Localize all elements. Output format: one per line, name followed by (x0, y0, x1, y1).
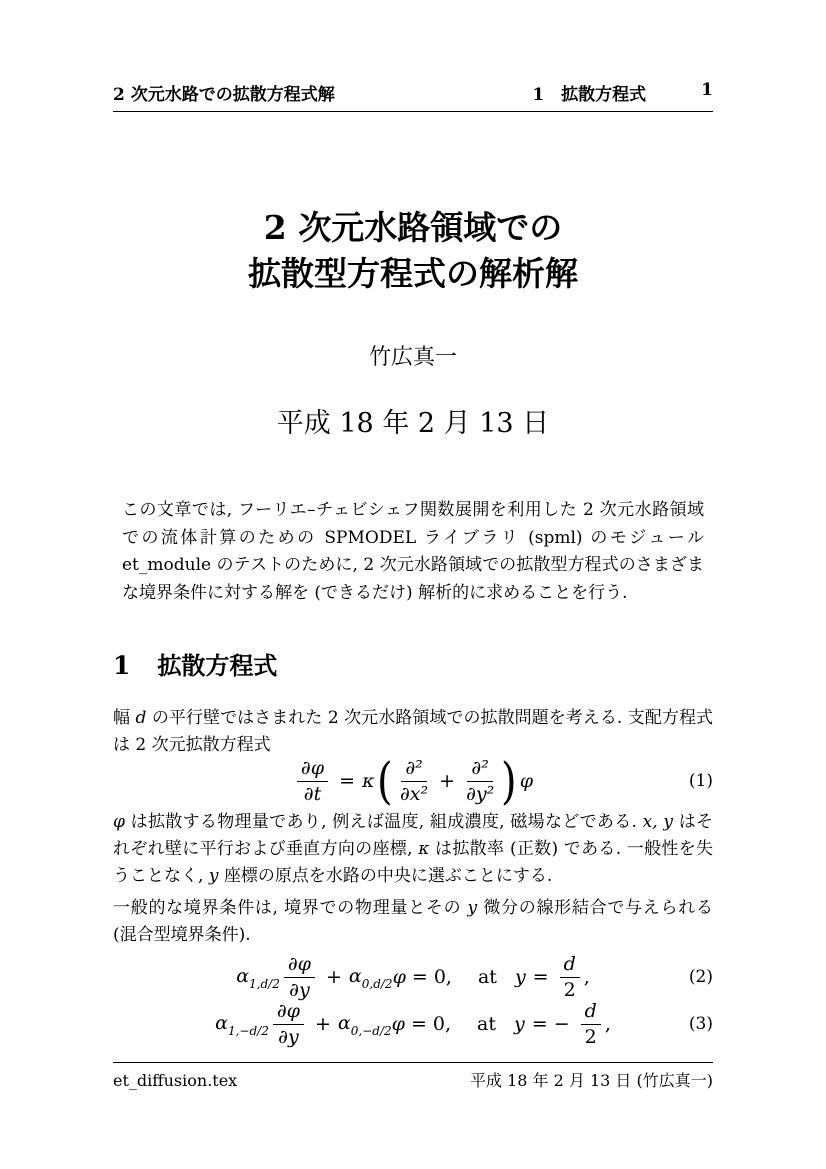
footer-filename: et_diffusion.tex (113, 1071, 238, 1090)
fraction-d-2 (581, 1000, 601, 1049)
frac-denominator: 2 (563, 978, 576, 1001)
frac-denominator: ∂x² (399, 782, 429, 805)
page-header (113, 80, 713, 105)
plus-sign: + (439, 770, 456, 792)
math-var-alpha: α (348, 964, 362, 987)
frac-denominator: 2 (584, 1025, 597, 1048)
equation-2 (113, 953, 713, 1001)
math-var-alpha: α (215, 1011, 228, 1034)
frac-numerator: ∂φ (284, 953, 315, 978)
frac-numerator: ∂² (467, 757, 492, 782)
equation-number: (2) (688, 967, 713, 987)
subscript: 1,−d/2 (227, 1024, 269, 1039)
frac-numerator: d (560, 953, 580, 978)
subscript: 0,d/2 (361, 977, 393, 992)
equals-sign: = (339, 770, 355, 792)
trailing-comma: , (583, 966, 590, 988)
math-var-alpha: α (337, 1011, 351, 1034)
frac-numerator: ∂² (401, 757, 426, 782)
equals-zero: = 0, (410, 1013, 452, 1035)
plus-sign: + (325, 966, 342, 988)
math-var-d: d (135, 708, 147, 728)
equation-number: (1) (688, 771, 713, 791)
fraction-dphi-dy (273, 1000, 304, 1049)
text-segment: 座標の原点を水路の中央に選ぶことにする. (218, 866, 553, 886)
math-var-kappa: κ (361, 770, 375, 792)
text-segment: の平行壁ではさまれた 2 次元水路領域での拡散問題を考える. 支配方程式は 2 次元拡散方程式 (113, 708, 713, 755)
alpha-coefficient-0 (338, 1012, 392, 1037)
subscript: 0,−d/2 (350, 1024, 392, 1039)
math-var-xy: x, y (642, 812, 673, 832)
left-paren: ( (377, 752, 394, 810)
math-var-phi: φ (519, 770, 534, 792)
document-date: 平成 18 年 2 月 13 日 (276, 408, 550, 439)
frac-denominator: ∂y² (466, 782, 495, 805)
math-var-phi: φ (391, 1013, 405, 1035)
fraction-d2-dy2 (466, 757, 494, 806)
trailing-comma: , (604, 1013, 611, 1035)
text-segment: は拡散率 (正数) である. 一般性を失うことなく, (113, 839, 713, 886)
abstract-text: この文章では, フーリエ–チェビシェフ関数展開を利用した 2 次元水路領域での流体計算のための SPMODEL ライブラリ (spml) のモジュール et_module のテストのために, 2 次元水路領域での拡散型方程式のさまざまな境界条件に対する解を (できるだけ) 解析的に求めることを行う. (122, 500, 704, 603)
alpha-coefficient-0 (349, 965, 393, 990)
fraction-d-2 (560, 953, 580, 1002)
text-segment: 一般的な境界条件は, 境界での物理量とその (113, 898, 468, 918)
equation-1 (113, 750, 713, 812)
math-var-alpha: α (236, 964, 250, 987)
footer-date: 平成 18 年 2 月 13 日 (竹広真一) (470, 1071, 713, 1090)
frac-numerator: ∂φ (297, 757, 328, 782)
section-number: 1 (113, 651, 131, 680)
math-var-phi: φ (113, 812, 125, 832)
fraction-d2-dx2 (400, 757, 428, 806)
math-var-y: y (514, 966, 526, 988)
subscript: 1,d/2 (249, 977, 280, 992)
text-segment: は拡散する物理量であり, 例えば温度, 組成濃度, 磁場などである. (124, 812, 643, 832)
text-segment: 微分の線形結合で与えられる (混合型境界条件). (113, 898, 713, 945)
running-head-right (532, 80, 713, 105)
footer-rule (113, 1062, 713, 1063)
title-line-2: 拡散型方程式の解析解 (248, 254, 578, 293)
math-var-y: y (208, 866, 219, 886)
frac-numerator: ∂φ (273, 1000, 304, 1025)
right-paren: ) (501, 752, 517, 810)
text-segment: はそれぞれ壁に平行および垂直方向の座標, (113, 812, 714, 859)
body-paragraph-3 (113, 895, 713, 949)
section-title: 拡散方程式 (157, 652, 278, 680)
equation-number: (3) (688, 1014, 713, 1034)
frac-denominator: ∂t (303, 782, 322, 805)
title-line-1: 2 次元水路領域での (263, 208, 563, 247)
document-title (113, 205, 713, 297)
math-var-y: y (467, 898, 478, 918)
plus-sign: + (315, 1013, 331, 1035)
alpha-coefficient-1 (236, 965, 280, 990)
math-var-phi: φ (392, 966, 406, 988)
text-segment: 幅 (113, 708, 136, 728)
fraction-dphi-dt (297, 757, 328, 806)
equals-sign: = (532, 966, 549, 988)
page-footer (113, 1068, 713, 1091)
author-name: 竹広真一 (368, 345, 457, 370)
frac-denominator: ∂y (289, 978, 310, 1001)
alpha-coefficient-1 (215, 1012, 269, 1037)
at-text: at (477, 966, 497, 988)
page-number: 1 (701, 80, 713, 100)
frac-numerator: d (581, 1000, 601, 1025)
header-rule (113, 111, 713, 112)
equals-minus-sign: = − (531, 1013, 570, 1035)
frac-denominator: ∂y (278, 1025, 299, 1048)
fraction-dphi-dy (284, 953, 315, 1002)
section-heading (113, 646, 713, 681)
math-var-y: y (514, 1013, 525, 1035)
running-head-section: 1 拡散方程式 (532, 85, 647, 105)
math-var-kappa: κ (418, 839, 430, 859)
equation-3 (113, 997, 713, 1051)
body-paragraph-2 (113, 809, 713, 890)
equals-zero: = 0, (411, 966, 452, 988)
running-head-left: 2 次元水路での拡散方程式解 (113, 85, 335, 105)
at-text: at (477, 1013, 497, 1035)
